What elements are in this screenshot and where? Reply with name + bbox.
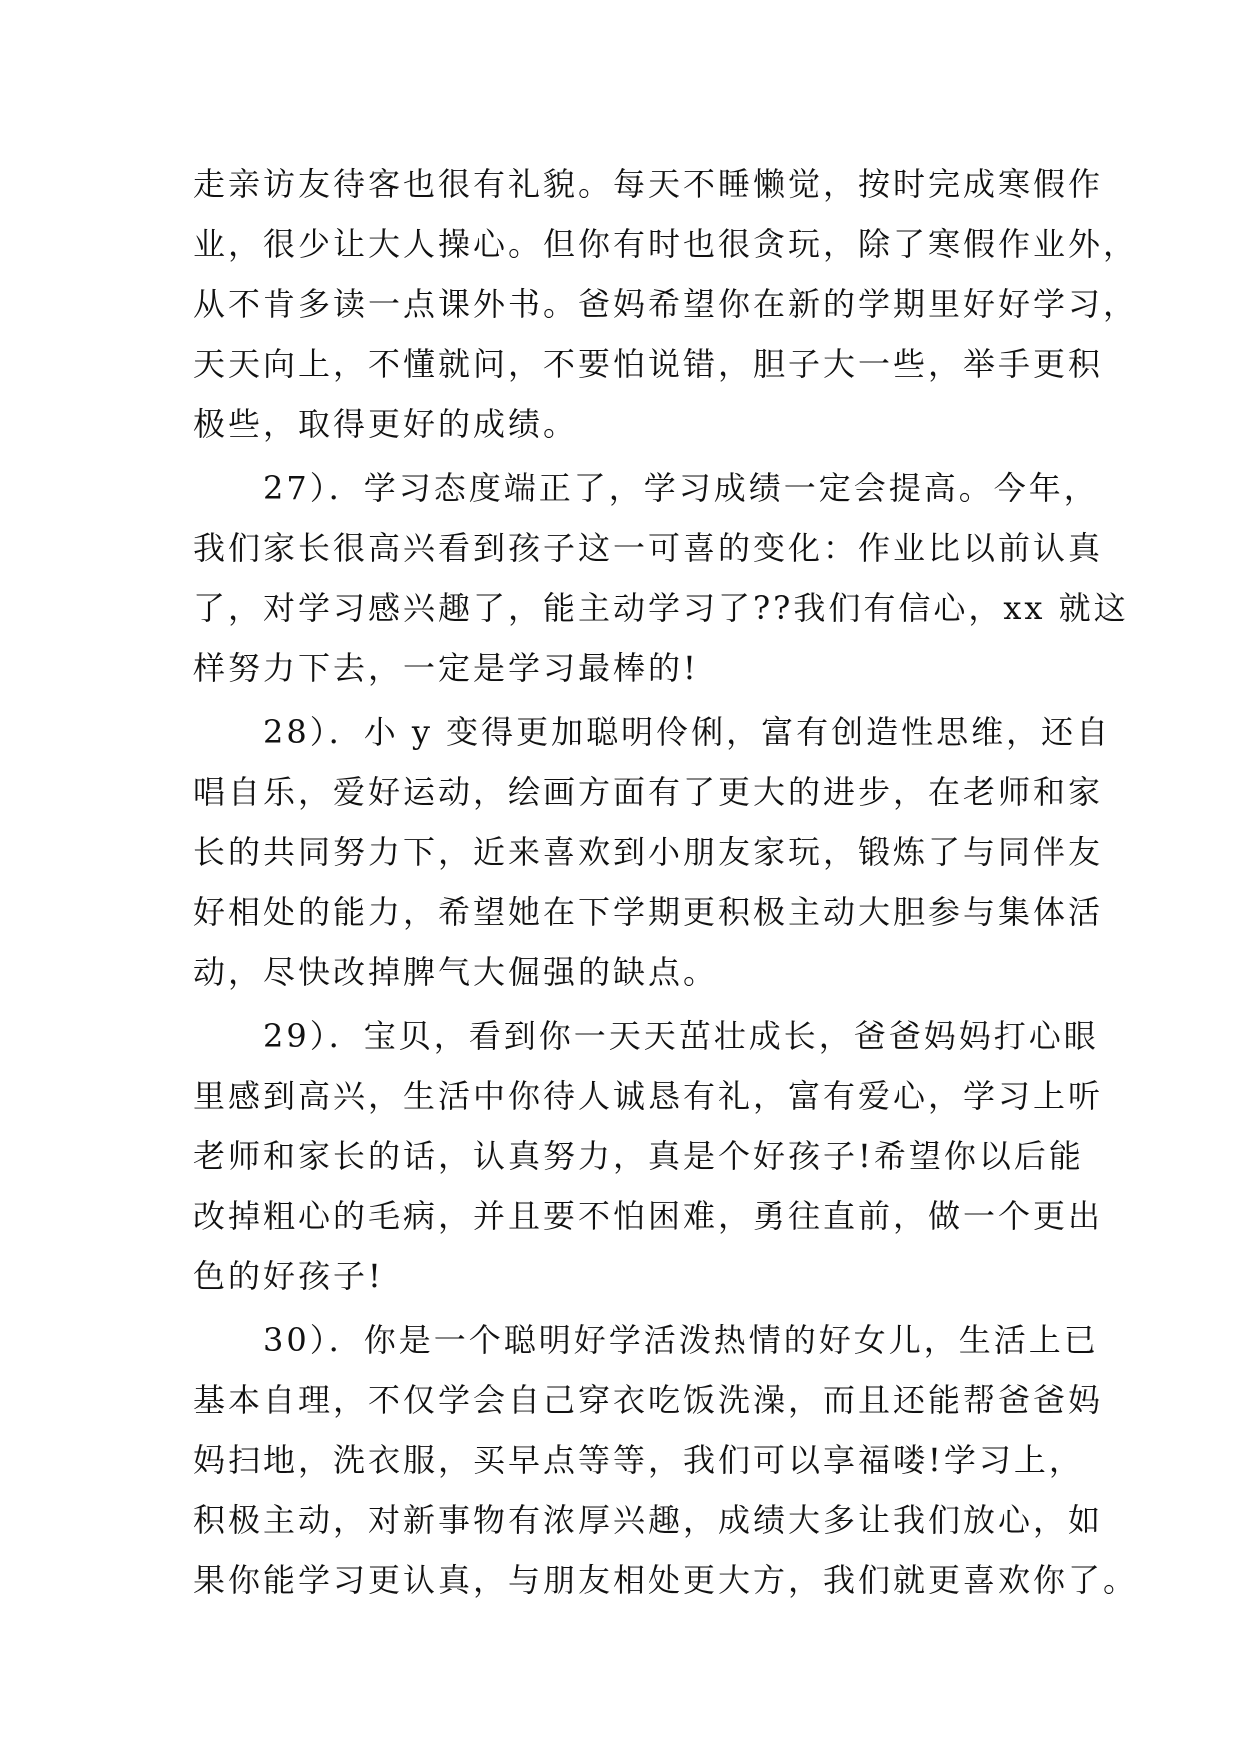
text-line: 极些，取得更好的成绩。 (193, 405, 579, 443)
paragraph-30-start: 30）．你是一个聪明好学活泼热情的好女儿，生活上已 (193, 1321, 1099, 1359)
text-line: 样努力下去，一定是学习最棒的! (193, 649, 699, 687)
text-line: 基本自理，不仅学会自己穿衣吃饭洗澡，而且还能帮爸爸妈 (193, 1381, 1104, 1419)
paragraph-29-start: 29）．宝贝，看到你一天天茁壮成长，爸爸妈妈打心眼 (193, 1017, 1099, 1055)
text-line: 业，很少让大人操心。但你有时也很贪玩，除了寒假作业外， (193, 225, 1139, 263)
text-line: 里感到高兴，生活中你待人诚恳有礼，富有爱心，学习上听 (193, 1077, 1104, 1115)
text-line: 走亲访友待客也很有礼貌。每天不睡懒觉，按时完成寒假作 (193, 165, 1104, 203)
text-line: 积极主动，对新事物有浓厚兴趣，成绩大多让我们放心，如 (193, 1501, 1104, 1539)
text-line: 改掉粗心的毛病，并且要不怕困难，勇往直前，做一个更出 (193, 1197, 1104, 1235)
text-line: 我们家长很高兴看到孩子这一可喜的变化：作业比以前认真 (193, 529, 1104, 567)
paragraph-27-start: 27）．学习态度端正了，学习成绩一定会提高。今年， (193, 469, 1099, 507)
text-line: 老师和家长的话，认真努力，真是个好孩子!希望你以后能 (193, 1137, 1084, 1175)
text-line: 唱自乐，爱好运动，绘画方面有了更大的进步，在老师和家 (193, 773, 1104, 811)
text-line: 天天向上，不懂就问，不要怕说错，胆子大一些，举手更积 (193, 345, 1104, 383)
text-line: 了，对学习感兴趣了，能主动学习了??我们有信心，xx 就这 (193, 589, 1129, 627)
text-line: 色的好孩子! (193, 1257, 384, 1295)
paragraph-28-start: 28）．小 y 变得更加聪明伶俐，富有创造性思维，还自 (193, 713, 1112, 751)
text-line: 妈扫地，洗衣服，买早点等等，我们可以享福喽!学习上， (193, 1441, 1084, 1479)
document-body (193, 154, 1139, 1610)
text-line: 从不肯多读一点课外书。爸妈希望你在新的学期里好好学习， (193, 285, 1139, 323)
text-line: 长的共同努力下，近来喜欢到小朋友家玩，锻炼了与同伴友 (193, 833, 1104, 871)
text-line: 果你能学习更认真，与朋友相处更大方，我们就更喜欢你了。 (193, 1561, 1139, 1599)
text-line: 好相处的能力，希望她在下学期更积极主动大胆参与集体活 (193, 893, 1104, 931)
text-line: 动，尽快改掉脾气大倔强的缺点。 (193, 953, 719, 991)
